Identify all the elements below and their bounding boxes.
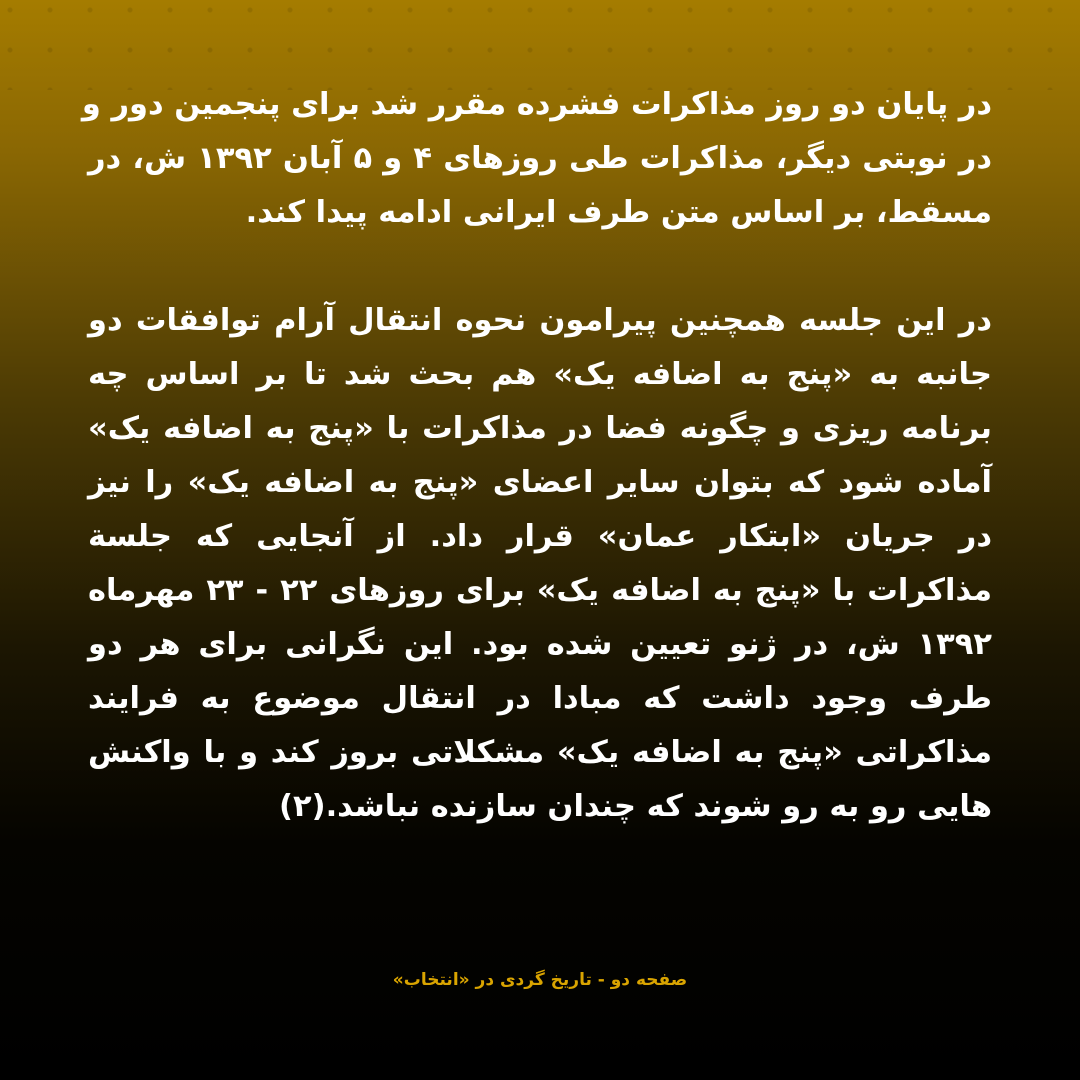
paragraph-line: در این جلسه همچنین پیرامون نحوه انتقال آرام توافقات دو (88, 303, 992, 338)
paragraph-line: جانبه به «پنج به اضافه یک» هم بحث شد تا بر اساس چه (88, 357, 992, 392)
paragraph-line: در نوبتی دیگر، مذاکرات طی روزهای ۴ و ۵ آبان ۱۳۹۲ ش، در (88, 141, 992, 176)
paragraph-line: ۱۳۹۲ ش، در ژنو تعیین شده بود. این نگرانی برای هر دو (88, 627, 992, 662)
paragraph-line: برنامه ریزی و چگونه فضا در مذاکرات با «پنج به اضافه یک» (88, 411, 992, 446)
paragraph-line: طرف وجود داشت که مبادا در انتقال موضوع به فرایند (88, 681, 992, 716)
article-body (81, 78, 992, 834)
top-background-pattern (0, 0, 1080, 90)
paragraph-spacer (88, 240, 992, 294)
paragraph-2 (88, 294, 992, 834)
paragraph-line: در جریان «ابتکار عمان» قرار داد. از آنجایی که جلسة (88, 519, 992, 554)
paragraph-line: آماده شود که بتوان سایر اعضای «پنج به اضافه یک» را نیز (88, 465, 992, 500)
paragraph-1 (81, 78, 992, 240)
paragraph-line: مسقط، بر اساس متن طرف ایرانی ادامه پیدا کند. (245, 195, 992, 230)
paragraph-line: مذاکراتی «پنج به اضافه یک» مشکلاتی بروز کند و با واکنش (88, 735, 992, 770)
paragraph-line: مذاکرات با «پنج به اضافه یک» برای روزهای ۲۲ - ۲۳ مهرماه (88, 573, 992, 608)
page-footer: صفحه دو - تاریخ گردی در «انتخاب» (392, 970, 688, 990)
paragraph-line: در پایان دو روز مذاکرات فشرده مقرر شد برای پنجمین دور و (81, 87, 992, 122)
paragraph-line: هایی رو به رو شوند که چندان سازنده نباشد.(۲) (279, 789, 992, 824)
